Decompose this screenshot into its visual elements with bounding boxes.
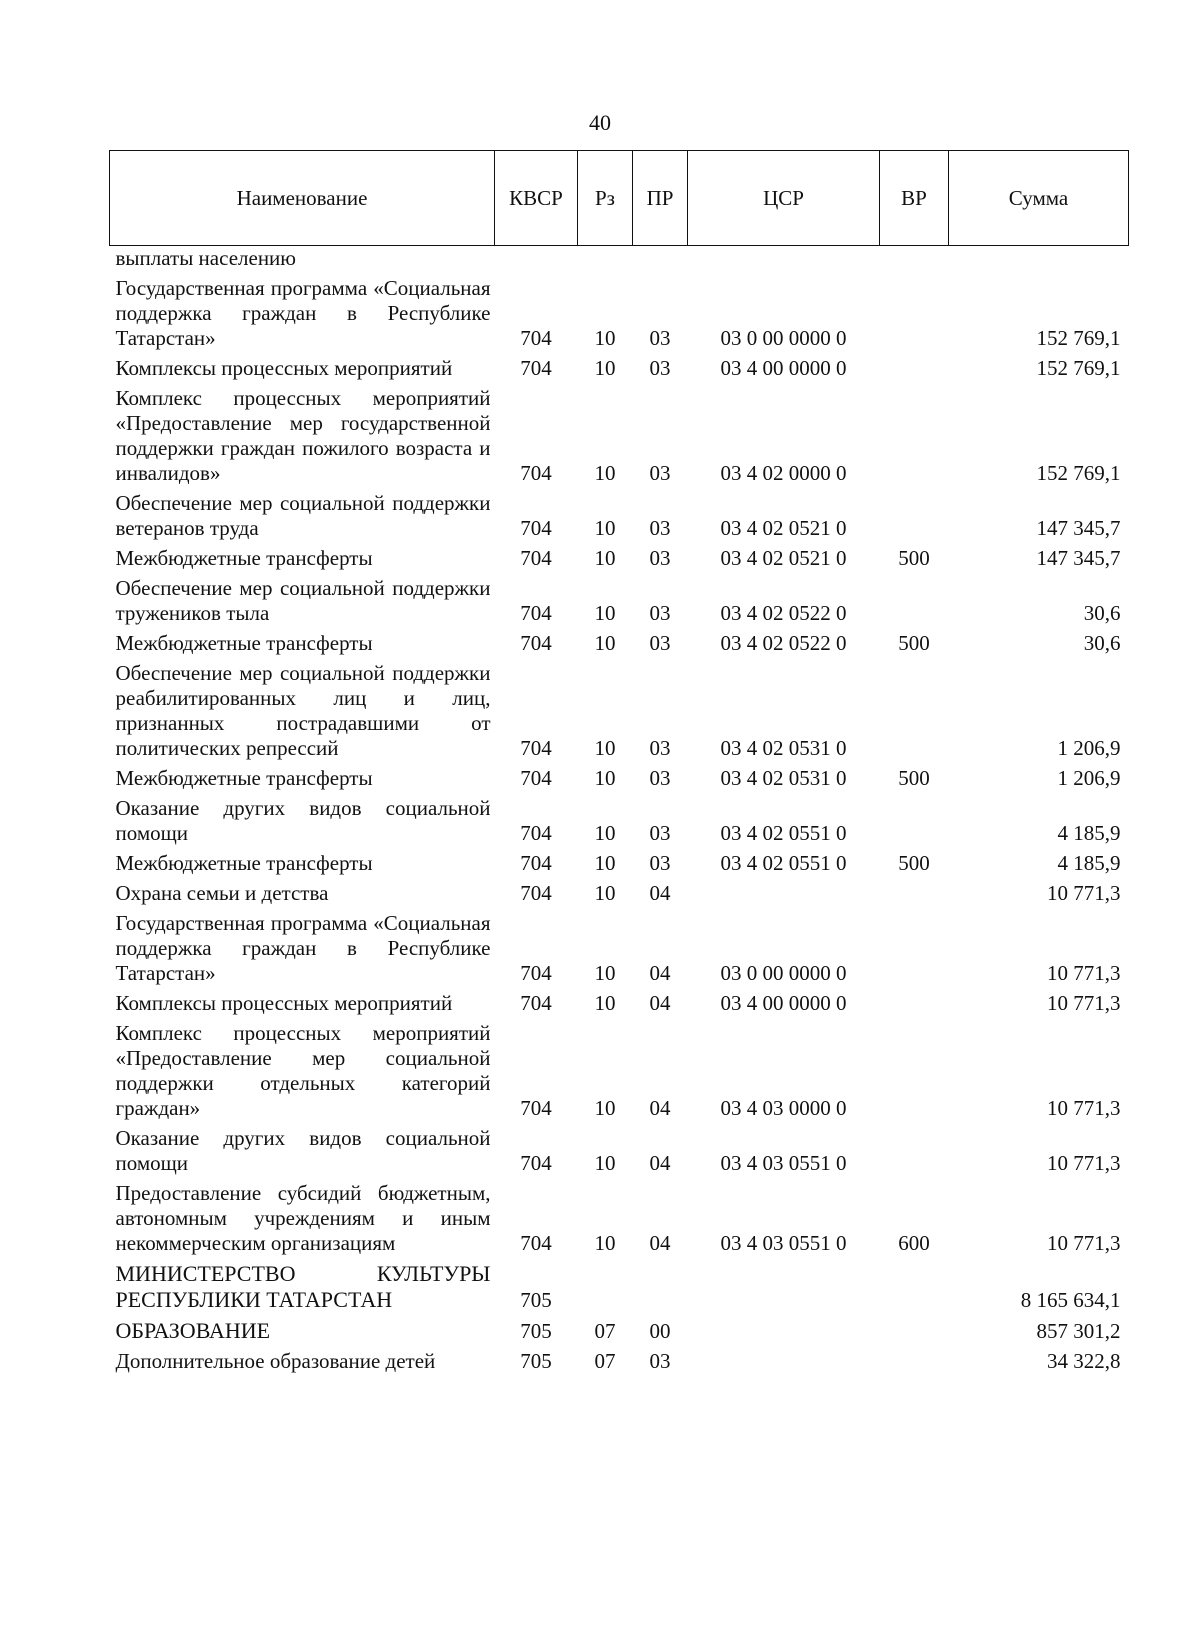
cell-kvsr: 705 bbox=[520, 1349, 552, 1373]
cell-kvsr: 704 bbox=[520, 631, 552, 655]
cell-csr: 03 4 02 0521 0 bbox=[720, 516, 847, 540]
cell-vr: 500 bbox=[898, 546, 930, 570]
cell-csr: 03 4 03 0551 0 bbox=[720, 1231, 847, 1255]
cell-kvsr: 704 bbox=[520, 851, 552, 875]
cell-kvsr: 704 bbox=[520, 821, 552, 845]
cell-vr bbox=[880, 909, 949, 989]
cell-rz: 10 bbox=[594, 546, 616, 570]
table-body bbox=[110, 246, 1129, 1378]
header-sum: Сумма bbox=[949, 151, 1129, 246]
cell-vr: 500 bbox=[898, 851, 930, 875]
cell-vr bbox=[880, 879, 949, 909]
cell-sum: 10 771,3 bbox=[1047, 961, 1121, 985]
cell-sum: 152 769,1 bbox=[1036, 326, 1121, 350]
cell-pr: 03 bbox=[649, 851, 671, 875]
table-row bbox=[110, 989, 1129, 1019]
page-number: 40 bbox=[589, 110, 611, 135]
cell-kvsr: 704 bbox=[520, 991, 552, 1015]
cell-name: Охрана семьи и детства bbox=[115, 881, 329, 905]
cell-kvsr: 704 bbox=[520, 961, 552, 985]
cell-kvsr: 705 bbox=[520, 1319, 552, 1343]
cell-rz bbox=[578, 246, 633, 275]
cell-csr: 03 0 00 0000 0 bbox=[720, 326, 847, 350]
cell-kvsr: 704 bbox=[520, 736, 552, 760]
cell-kvsr: 704 bbox=[520, 516, 552, 540]
cell-sum: 8 165 634,1 bbox=[1020, 1288, 1121, 1312]
table-row bbox=[110, 574, 1129, 629]
cell-rz: 10 bbox=[594, 631, 616, 655]
cell-sum: 10 771,3 bbox=[1047, 991, 1121, 1015]
cell-csr: 03 4 02 0522 0 bbox=[720, 601, 847, 625]
cell-vr bbox=[880, 354, 949, 384]
cell-csr: 03 4 02 0522 0 bbox=[720, 631, 847, 655]
table-row bbox=[110, 659, 1129, 764]
cell-name: МИНИСТЕРСТВО КУЛЬТУРЫ РЕСПУБЛИКИ ТАТАРСТАН bbox=[115, 1261, 491, 1312]
cell-pr: 03 bbox=[649, 461, 671, 485]
cell-csr bbox=[688, 879, 880, 909]
cell-kvsr: 704 bbox=[520, 546, 552, 570]
cell-vr bbox=[880, 384, 949, 489]
header-row bbox=[110, 151, 1129, 246]
cell-vr: 600 bbox=[898, 1231, 930, 1255]
cell-csr: 03 4 02 0531 0 bbox=[720, 766, 847, 790]
cell-name: Государственная программа «Социальная поддержка граждан в Республике Татарстан» bbox=[115, 911, 491, 985]
budget-table bbox=[109, 150, 1129, 1377]
cell-vr bbox=[880, 1019, 949, 1124]
table-row bbox=[110, 1179, 1129, 1259]
cell-csr bbox=[688, 1347, 880, 1377]
cell-sum: 1 206,9 bbox=[1057, 766, 1121, 790]
cell-name: Комплекс процессных мероприятий «Предоставление мер социальной поддержки отдельных категорий граждан» bbox=[115, 1021, 491, 1120]
cell-name: Межбюджетные трансферты bbox=[115, 546, 373, 570]
cell-vr bbox=[880, 794, 949, 849]
cell-kvsr: 705 bbox=[520, 1288, 552, 1312]
header-name: Наименование bbox=[110, 151, 495, 246]
cell-rz: 10 bbox=[594, 356, 616, 380]
header-vr: ВР bbox=[880, 151, 949, 246]
cell-csr: 03 4 00 0000 0 bbox=[720, 356, 847, 380]
cell-name: Комплекс процессных мероприятий «Предоставление мер государственной поддержки граждан пожилого возраста и инвалидов» bbox=[115, 386, 491, 485]
cell-sum: 857 301,2 bbox=[1036, 1319, 1121, 1343]
cell-pr: 03 bbox=[649, 356, 671, 380]
cell-name: Предоставление субсидий бюджетным, автономным учреждениям и иным некоммерческим организациям bbox=[115, 1181, 491, 1255]
table-row bbox=[110, 849, 1129, 879]
cell-name: Межбюджетные трансферты bbox=[115, 766, 373, 790]
table-row bbox=[110, 1019, 1129, 1124]
cell-rz: 10 bbox=[594, 1231, 616, 1255]
table-row bbox=[110, 629, 1129, 659]
cell-pr bbox=[633, 246, 688, 275]
cell-kvsr: 704 bbox=[520, 356, 552, 380]
cell-vr bbox=[880, 1347, 949, 1377]
table-row bbox=[110, 246, 1129, 275]
cell-rz: 07 bbox=[594, 1319, 616, 1343]
cell-vr bbox=[880, 274, 949, 354]
cell-vr bbox=[880, 1316, 949, 1347]
cell-csr bbox=[688, 246, 880, 275]
cell-pr: 04 bbox=[649, 1151, 671, 1175]
cell-csr: 03 0 00 0000 0 bbox=[720, 961, 847, 985]
cell-csr: 03 4 03 0551 0 bbox=[720, 1151, 847, 1175]
cell-kvsr bbox=[495, 246, 578, 275]
table-row bbox=[110, 274, 1129, 354]
cell-name: Государственная программа «Социальная поддержка граждан в Республике Татарстан» bbox=[115, 276, 491, 350]
cell-rz: 10 bbox=[594, 851, 616, 875]
cell-rz: 10 bbox=[594, 1151, 616, 1175]
cell-rz: 10 bbox=[594, 1096, 616, 1120]
cell-sum: 10 771,3 bbox=[1047, 1096, 1121, 1120]
table-row bbox=[110, 544, 1129, 574]
cell-sum: 147 345,7 bbox=[1036, 516, 1121, 540]
header-rz: Рз bbox=[578, 151, 633, 246]
table-row bbox=[110, 794, 1129, 849]
cell-csr: 03 4 02 0551 0 bbox=[720, 851, 847, 875]
cell-vr: 500 bbox=[898, 631, 930, 655]
cell-name: Обеспечение мер социальной поддержки тружеников тыла bbox=[115, 576, 491, 625]
cell-csr: 03 4 02 0531 0 bbox=[720, 736, 847, 760]
cell-kvsr: 704 bbox=[520, 461, 552, 485]
cell-name: выплаты населению bbox=[115, 246, 296, 270]
cell-name: Оказание других видов социальной помощи bbox=[115, 1126, 491, 1175]
cell-pr bbox=[633, 1259, 688, 1316]
cell-rz: 10 bbox=[594, 991, 616, 1015]
cell-vr bbox=[880, 246, 949, 275]
cell-sum: 147 345,7 bbox=[1036, 546, 1121, 570]
cell-sum: 30,6 bbox=[1083, 631, 1121, 655]
cell-csr bbox=[688, 1259, 880, 1316]
cell-pr: 04 bbox=[649, 1096, 671, 1120]
cell-rz bbox=[578, 1259, 633, 1316]
cell-sum: 152 769,1 bbox=[1036, 461, 1121, 485]
cell-pr: 04 bbox=[649, 991, 671, 1015]
cell-vr: 500 bbox=[898, 766, 930, 790]
cell-name: Межбюджетные трансферты bbox=[115, 631, 373, 655]
cell-kvsr: 704 bbox=[520, 601, 552, 625]
table-row bbox=[110, 1316, 1129, 1347]
cell-kvsr: 704 bbox=[520, 326, 552, 350]
cell-kvsr: 704 bbox=[520, 881, 552, 905]
cell-name: Оказание других видов социальной помощи bbox=[115, 796, 491, 845]
cell-sum bbox=[949, 246, 1129, 275]
cell-rz: 10 bbox=[594, 326, 616, 350]
cell-rz: 10 bbox=[594, 516, 616, 540]
header-kvsr: КВСР bbox=[495, 151, 578, 246]
cell-rz: 10 bbox=[594, 736, 616, 760]
cell-pr: 03 bbox=[649, 326, 671, 350]
cell-rz: 07 bbox=[594, 1349, 616, 1373]
cell-pr: 03 bbox=[649, 821, 671, 845]
cell-rz: 10 bbox=[594, 881, 616, 905]
cell-vr bbox=[880, 989, 949, 1019]
cell-name: Обеспечение мер социальной поддержки ветеранов труда bbox=[115, 491, 491, 540]
table-row bbox=[110, 909, 1129, 989]
cell-csr bbox=[688, 1316, 880, 1347]
cell-sum: 30,6 bbox=[1083, 601, 1121, 625]
cell-sum: 1 206,9 bbox=[1057, 736, 1121, 760]
cell-pr: 03 bbox=[649, 546, 671, 570]
cell-vr bbox=[880, 489, 949, 544]
cell-csr: 03 4 02 0551 0 bbox=[720, 821, 847, 845]
cell-pr: 03 bbox=[649, 631, 671, 655]
cell-vr bbox=[880, 574, 949, 629]
table-row bbox=[110, 879, 1129, 909]
table-row bbox=[110, 489, 1129, 544]
cell-rz: 10 bbox=[594, 601, 616, 625]
cell-pr: 03 bbox=[649, 766, 671, 790]
cell-pr: 04 bbox=[649, 1231, 671, 1255]
cell-kvsr: 704 bbox=[520, 1231, 552, 1255]
cell-sum: 152 769,1 bbox=[1036, 356, 1121, 380]
header-pr: ПР bbox=[633, 151, 688, 246]
cell-sum: 4 185,9 bbox=[1057, 851, 1121, 875]
cell-pr: 04 bbox=[649, 961, 671, 985]
header-csr: ЦСР bbox=[688, 151, 880, 246]
cell-sum: 10 771,3 bbox=[1047, 881, 1121, 905]
cell-name: Межбюджетные трансферты bbox=[115, 851, 373, 875]
cell-name: ОБРАЗОВАНИЕ bbox=[115, 1318, 271, 1343]
table-row bbox=[110, 384, 1129, 489]
cell-csr: 03 4 00 0000 0 bbox=[720, 991, 847, 1015]
cell-name: Комплексы процессных мероприятий bbox=[115, 356, 453, 380]
cell-kvsr: 704 bbox=[520, 1096, 552, 1120]
cell-sum: 10 771,3 bbox=[1047, 1231, 1121, 1255]
cell-sum: 10 771,3 bbox=[1047, 1151, 1121, 1175]
cell-pr: 03 bbox=[649, 736, 671, 760]
cell-pr: 03 bbox=[649, 601, 671, 625]
cell-sum: 34 322,8 bbox=[1047, 1349, 1121, 1373]
cell-csr: 03 4 03 0000 0 bbox=[720, 1096, 847, 1120]
table-row bbox=[110, 1124, 1129, 1179]
cell-kvsr: 704 bbox=[520, 1151, 552, 1175]
cell-pr: 03 bbox=[649, 1349, 671, 1373]
cell-pr: 04 bbox=[649, 881, 671, 905]
cell-kvsr: 704 bbox=[520, 766, 552, 790]
cell-rz: 10 bbox=[594, 821, 616, 845]
cell-csr: 03 4 02 0000 0 bbox=[720, 461, 847, 485]
cell-pr: 00 bbox=[649, 1319, 671, 1343]
table-row bbox=[110, 354, 1129, 384]
table-row bbox=[110, 764, 1129, 794]
cell-pr: 03 bbox=[649, 516, 671, 540]
cell-sum: 4 185,9 bbox=[1057, 821, 1121, 845]
cell-vr bbox=[880, 1124, 949, 1179]
cell-name: Обеспечение мер социальной поддержки реабилитированных лиц и лиц, признанных пострадавшими от политических репрессий bbox=[115, 661, 491, 760]
cell-rz: 10 bbox=[594, 461, 616, 485]
cell-name: Дополнительное образование детей bbox=[115, 1349, 436, 1373]
cell-name: Комплексы процессных мероприятий bbox=[115, 991, 453, 1015]
cell-csr: 03 4 02 0521 0 bbox=[720, 546, 847, 570]
cell-vr bbox=[880, 659, 949, 764]
table-row bbox=[110, 1259, 1129, 1316]
cell-vr bbox=[880, 1259, 949, 1316]
cell-rz: 10 bbox=[594, 961, 616, 985]
cell-rz: 10 bbox=[594, 766, 616, 790]
table-row bbox=[110, 1347, 1129, 1377]
